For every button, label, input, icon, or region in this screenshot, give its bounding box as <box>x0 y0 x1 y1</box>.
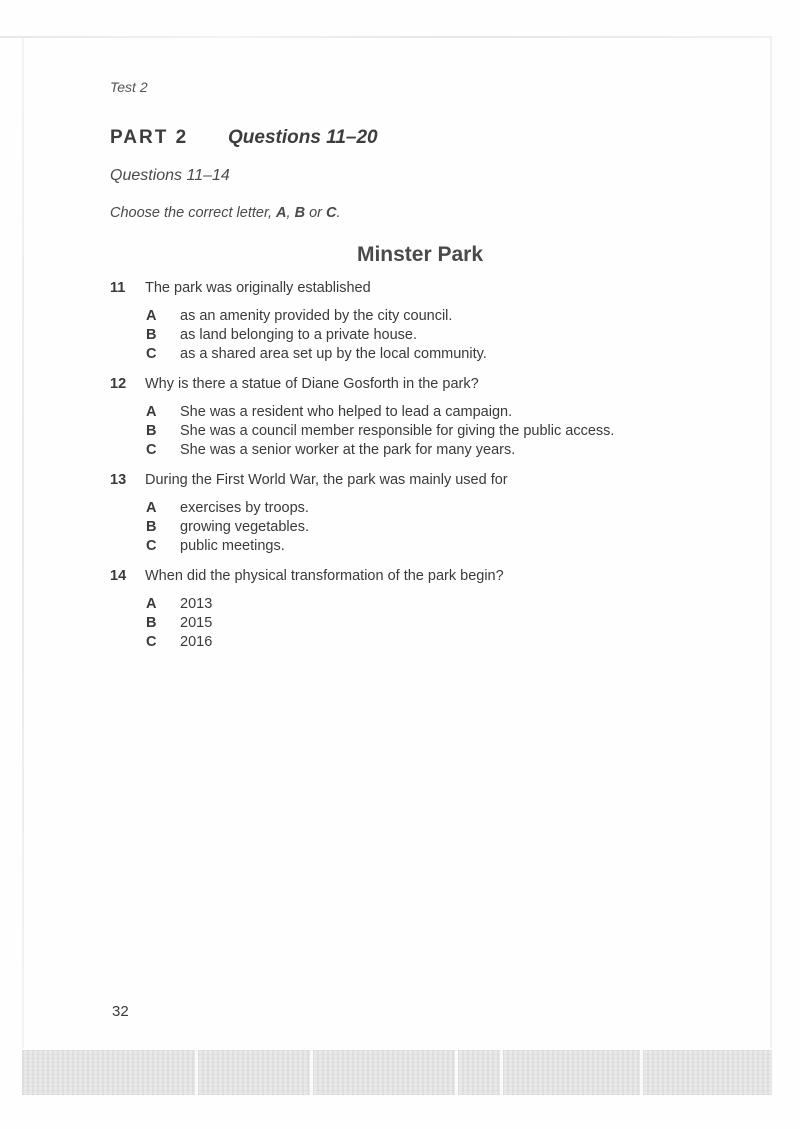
scan-bottom-seam <box>500 1050 503 1095</box>
option-letter: B <box>146 615 157 631</box>
option-letter: B <box>146 423 157 439</box>
answer-option <box>146 499 730 518</box>
option-letter: B <box>146 327 157 343</box>
option-text: growing vegetables. <box>180 519 309 535</box>
answer-option <box>146 326 730 345</box>
question-number: 11 <box>110 280 126 296</box>
answer-option <box>146 403 730 422</box>
question-text: Why is there a statue of Diane Gosforth in the park? <box>145 376 479 392</box>
answer-option <box>146 595 730 614</box>
option-letter: C <box>146 442 157 458</box>
instruction-suffix: . <box>336 205 341 221</box>
part-heading <box>110 127 378 149</box>
scan-edge-top <box>0 36 772 38</box>
question-number: 13 <box>110 472 127 488</box>
instruction-text <box>110 205 341 221</box>
option-letter: B <box>146 519 157 535</box>
question-item <box>110 470 730 556</box>
answer-option <box>146 307 730 326</box>
option-text: 2015 <box>180 615 213 631</box>
option-letter: C <box>146 634 157 650</box>
option-letter: C <box>146 346 157 362</box>
answer-option <box>146 633 730 652</box>
scan-edge-left <box>22 38 24 1048</box>
option-letter: A <box>146 596 157 612</box>
question-text: The park was originally established <box>145 280 371 296</box>
question-stem <box>110 566 730 586</box>
option-text: She was a council member responsible for giving the public access. <box>180 423 615 439</box>
question-item <box>110 374 730 460</box>
part-questions-range: Questions 11–20 <box>228 127 378 148</box>
option-text: as a shared area set up by the local community. <box>180 346 487 362</box>
scan-edge-right <box>770 38 772 1048</box>
question-item <box>110 278 730 364</box>
option-text: exercises by troops. <box>180 500 309 516</box>
section-title: Minster Park <box>356 243 484 266</box>
option-text: public meetings. <box>180 538 285 554</box>
option-letter: A <box>146 500 157 516</box>
instruction-prefix: Choose the correct letter, <box>110 205 277 221</box>
instruction-letter-c: C <box>326 205 337 221</box>
question-number: 12 <box>110 376 127 392</box>
option-text: 2016 <box>180 634 213 650</box>
option-text: as land belonging to a private house. <box>180 327 418 343</box>
instruction-sep: , <box>286 205 295 221</box>
answer-option <box>146 518 730 537</box>
option-letter: A <box>146 404 157 420</box>
question-stem <box>110 374 730 394</box>
option-letter: A <box>146 308 157 324</box>
instruction-sep: or <box>305 205 327 221</box>
answer-option <box>146 537 730 556</box>
question-text: During the First World War, the park was mainly used for <box>145 472 508 488</box>
page-number: 32 <box>112 1003 129 1020</box>
question-item <box>110 566 730 652</box>
scan-bottom-seam <box>310 1050 313 1095</box>
scan-bottom-seam <box>640 1050 643 1095</box>
option-text: She was a senior worker at the park for many years. <box>180 442 516 458</box>
option-text: 2013 <box>180 596 213 612</box>
question-stem <box>110 470 730 490</box>
scan-bottom-artifact <box>22 1050 772 1095</box>
answer-options <box>110 499 730 556</box>
instruction-letter-a: A <box>276 205 287 221</box>
question-number: 14 <box>110 568 127 584</box>
instruction-letter-b: B <box>294 205 306 221</box>
scan-bottom-seam <box>195 1050 198 1095</box>
answer-options <box>110 403 730 460</box>
test-label: Test 2 <box>110 79 148 95</box>
scan-bottom-seam <box>455 1050 458 1095</box>
question-text: When did the physical transformation of the park begin? <box>145 568 504 584</box>
answer-options <box>110 307 730 364</box>
option-text: as an amenity provided by the city council. <box>180 308 453 324</box>
answer-option <box>146 441 730 460</box>
answer-option <box>146 614 730 633</box>
answer-option <box>146 345 730 364</box>
questions-subheading: Questions 11–14 <box>110 167 230 184</box>
option-letter: C <box>146 538 157 554</box>
question-stem <box>110 278 730 298</box>
answer-options <box>110 595 730 652</box>
part-label: PART 2 <box>110 127 189 148</box>
option-text: She was a resident who helped to lead a campaign. <box>180 404 513 420</box>
answer-option <box>146 422 730 441</box>
